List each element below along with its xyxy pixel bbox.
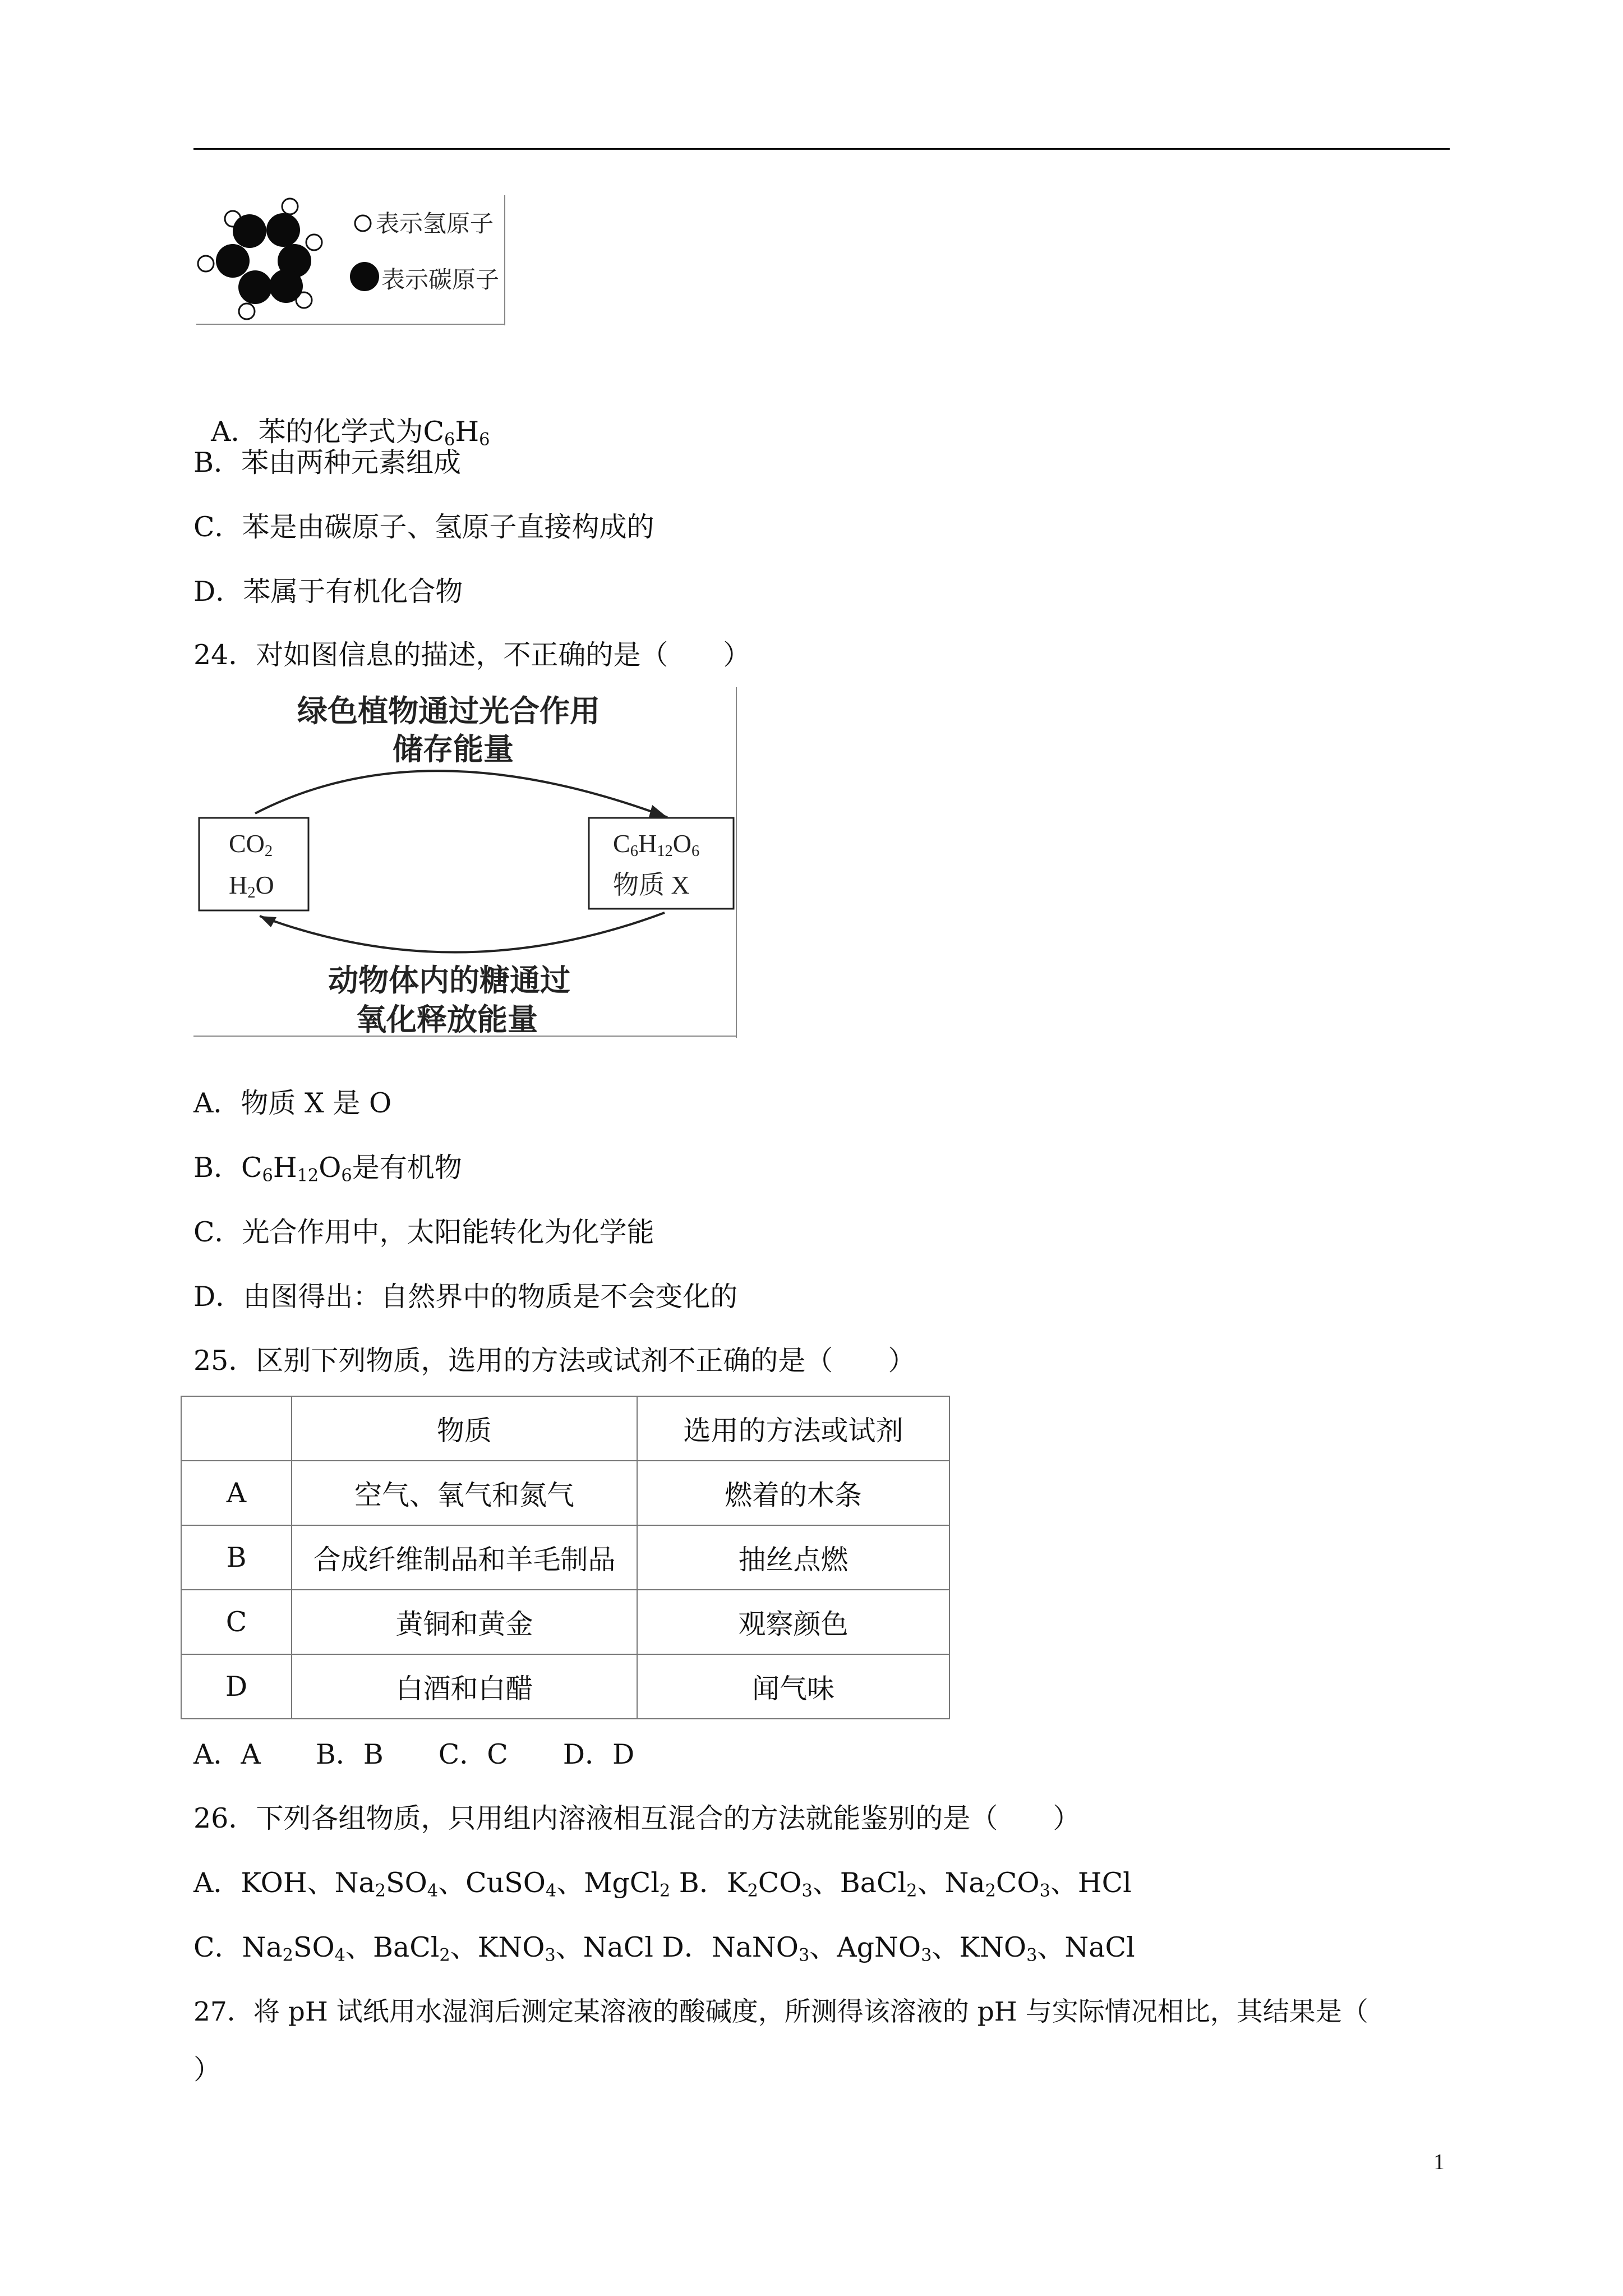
q24-stem: 24．对如图信息的描述，不正确的是（ ）: [193, 639, 751, 671]
q25-options: A．A B．B C．C D．D: [193, 1738, 635, 1770]
q23-option-a-text: A．苯的化学式为: [211, 416, 423, 448]
table-row: [181, 1590, 949, 1654]
q24-option-b-text: 是有机物: [352, 1152, 462, 1184]
q25-table: [181, 1396, 950, 1719]
table-cell: 观察颜色: [637, 1590, 949, 1654]
q24-option-b: B．$C_6H_{12}O_6$是有机物: [193, 1152, 462, 1186]
legend-carbon-label: 表示碳原子: [381, 266, 500, 293]
q26-options-row-1: A．KOH、$Na_2SO_4$、CuSO$_4$、MgCl$_2$ B．$K_2CO_3$、BaCl$_2$、$Na_2CO_3$、HCl: [193, 1867, 1132, 1901]
table-cell: 抽丝点燃: [637, 1525, 949, 1590]
photosynthesis-label-2: 储存能量: [393, 731, 514, 767]
right-box-content: [613, 823, 699, 906]
table-row: [181, 1525, 949, 1590]
q25-stem: 25．区别下列物质，选用的方法或试剂不正确的是（ ）: [193, 1345, 916, 1377]
q27-stem: 27．将 pH 试纸用水湿润后测定某溶液的酸碱度，所测得该溶液的 pH 与实际情况相比，其结果是（: [193, 1996, 1368, 2027]
table-cell: C: [181, 1590, 292, 1654]
glucose-formula: $C_6H_{12}O_6$: [241, 1152, 352, 1186]
table-cell: 空气、氧气和氮气: [292, 1461, 637, 1525]
respiration-label-1: 动物体内的糖通过: [328, 963, 570, 998]
table-row: [181, 1461, 949, 1525]
respiration-label-2: 氧化释放能量: [356, 1002, 538, 1037]
table-header-cell: [181, 1396, 292, 1461]
table-header-row: [181, 1396, 949, 1461]
table-header-cell: 物质: [292, 1396, 637, 1461]
table-row: [181, 1654, 949, 1719]
q24-option-a: A．物质 X 是 O: [193, 1087, 392, 1119]
page-number: 1: [1433, 2149, 1445, 2174]
header-rule: [193, 148, 1450, 150]
table-cell: 白酒和白醋: [292, 1654, 637, 1719]
q27-stem-end: ）: [193, 2054, 222, 2086]
h2o-label: $H_2O$: [229, 871, 274, 902]
q24-option-d: D．由图得出：自然界中的物质是不会变化的: [193, 1281, 738, 1313]
benzene-figure: [193, 191, 508, 325]
q26-stem: 26．下列各组物质，只用组内溶液相互混合的方法就能鉴别的是（ ）: [193, 1802, 1081, 1834]
q23-option-a: [193, 381, 490, 449]
co2-label: $CO_2$: [229, 829, 273, 861]
table-header-cell: 选用的方法或试剂: [637, 1396, 949, 1461]
left-box-content: [229, 823, 274, 906]
photosynthesis-label-1: 绿色植物通过光合作用: [297, 693, 600, 729]
q23-option-d: D．苯属于有机化合物: [193, 576, 463, 608]
table-cell: 合成纤维制品和羊毛制品: [292, 1525, 637, 1590]
q24-option-c: C．光合作用中，太阳能转化为化学能: [193, 1216, 654, 1248]
q23-option-b: B．苯由两种元素组成: [193, 447, 462, 478]
legend-hydrogen-label: 表示氢原子: [376, 210, 494, 237]
substance-x-label: 物质 X: [613, 871, 690, 899]
energy-cycle-figure: [193, 687, 740, 1038]
table-cell: 闻气味: [637, 1654, 949, 1719]
q26-options-row-2: C．$Na_2SO_4$、BaCl$_2$、$KNO_3$、NaCl D．NaNO$_3$、AgNO$_3$、$KNO_3$、NaCl: [193, 1931, 1135, 1966]
q23-option-c: C．苯是由碳原子、氢原子直接构成的: [193, 511, 654, 543]
table-cell: D: [181, 1654, 292, 1719]
table-cell: 黄铜和黄金: [292, 1590, 637, 1654]
benzene-formula: $C_6H_6$: [423, 416, 490, 450]
table-cell: 燃着的木条: [637, 1461, 949, 1525]
glucose-label: $C_6H_{12}O_6$: [613, 829, 700, 861]
table-cell: A: [181, 1461, 292, 1525]
table-cell: B: [181, 1525, 292, 1590]
